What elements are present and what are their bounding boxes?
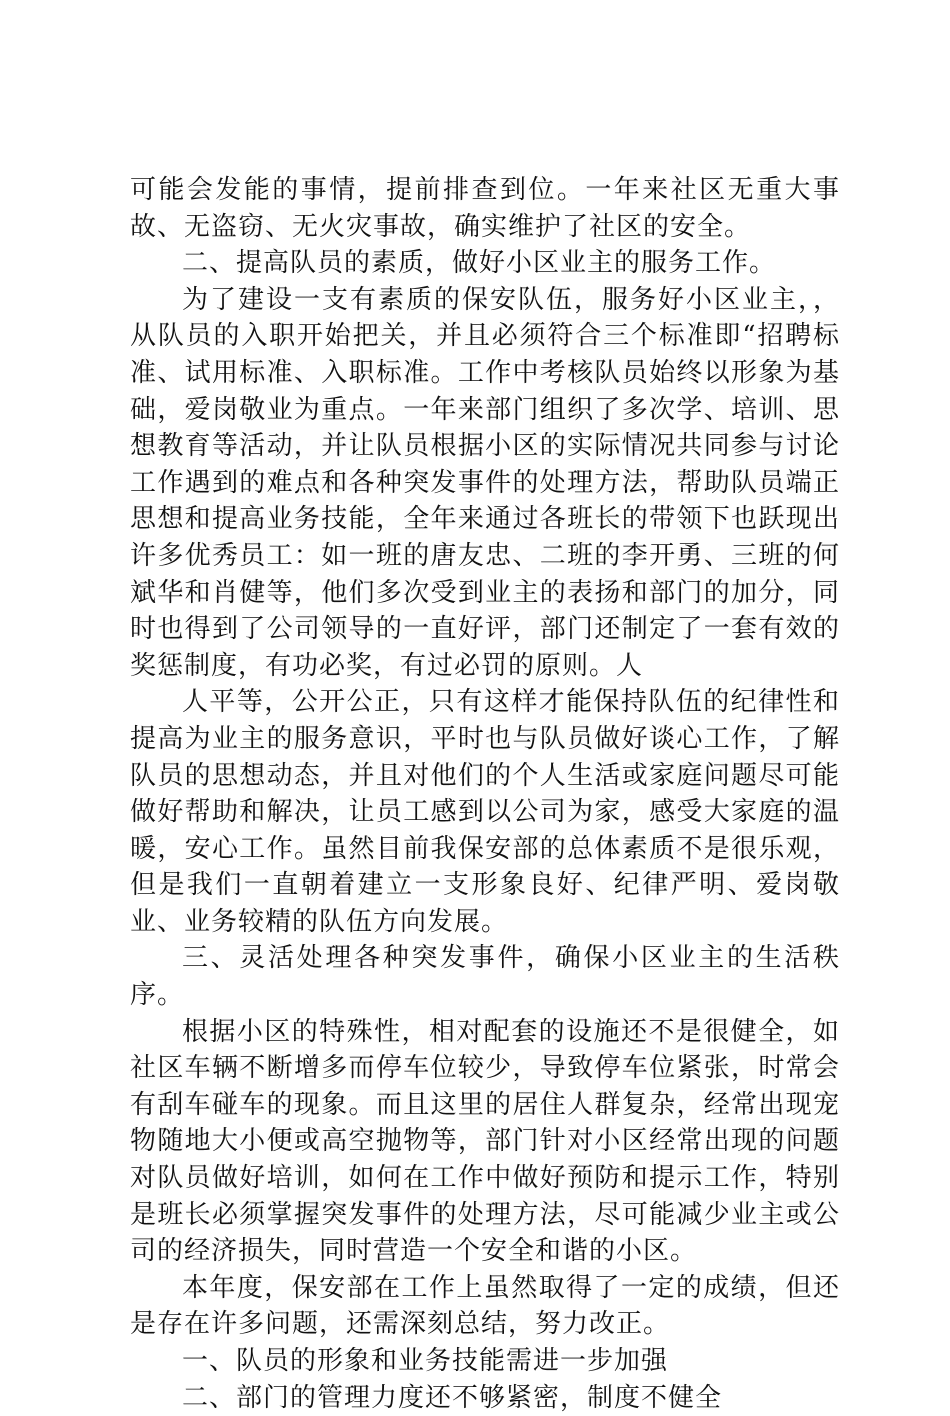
paragraph-safety-summary: 可能会发能的事情，提前排查到位。一年来社区无重大事故、无盗窃、无火灾事故，确实维护了社区的安全。 [130,175,840,242]
paragraph-year-review: 本年度，保安部在工作上虽然取得了一定的成绩，但还是存在许多问题，还需深刻总结，努力改正。 [130,1272,840,1340]
heading-emergency-handling: 三、灵活处理各种突发事件，确保小区业主的生活秩序。 [130,943,840,1011]
paragraph-fairness: 人平等，公开公正，只有这样才能保持队伍的纪律性和提高为业主的服务意识，平时也与队员做好谈心工作，了解队员的思想动态，并且对他们的个人生活或家庭问题尽可能做好帮助和解决，让员工感到以公司为家，感受大家庭的温暖，安心工作。虽然目前我保安部的总体素质不是很乐观，但是我们一直朝着建立一支形象良好、纪律严明、爱岗敬业、业务较精的队伍方向发展。 [130,687,840,937]
list-item-problem-1: 一、队员的形象和业务技能需进一步加强 [182,1346,669,1376]
list-item-problem-2: 二、部门的管理力度还不够紧密，制度不健全 [182,1382,723,1413]
document-body [130,172,840,1416]
heading-improve-quality: 二、提高队员的素质，做好小区业主的服务工作。 [182,248,777,279]
paragraph-community-issues: 根据小区的特殊性，相对配套的设施还不是很健全，如社区车辆不断增多而停车位较少，导致停车位紧张，时常会有刮车碰车的现象。而且这里的居住人群复杂，经常出现宠物随地大小便或高空抛物等，部门针对小区经常出现的问题对队员做好培训，如何在工作中做好预防和提示工作，特别是班长必须掌握突发事件的处理方法，尽可能减少业主或公司的经济损失，同时营造一个安全和谐的小区。 [130,1016,840,1267]
paragraph-team-building: 为了建设一支有素质的保安队伍，服务好小区业主，，从队员的入职开始把关，并且必须符合三个标准即“招聘标准、试用标准、入职标准。工作中考核队员始终以形象为基础，爱岗敬业为重点。一年来部门组织了多次学、培训、思想教育等活动，并让队员根据小区的实际情况共同参与讨论工作遇到的难点和各种突发事件的处理方法，帮助队员端正思想和提高业务技能，全年来通过各班长的带领下也跃现出许多优秀员工：如一班的唐友忠、二班的李开勇、三班的何斌华和肖健等，他们多次受到业主的表扬和部门的加分，同时也得到了公司领导的一直好评，部门还制定了一套有效的奖惩制度，有功必奖，有过必罚的原则。人 [130,284,840,681]
